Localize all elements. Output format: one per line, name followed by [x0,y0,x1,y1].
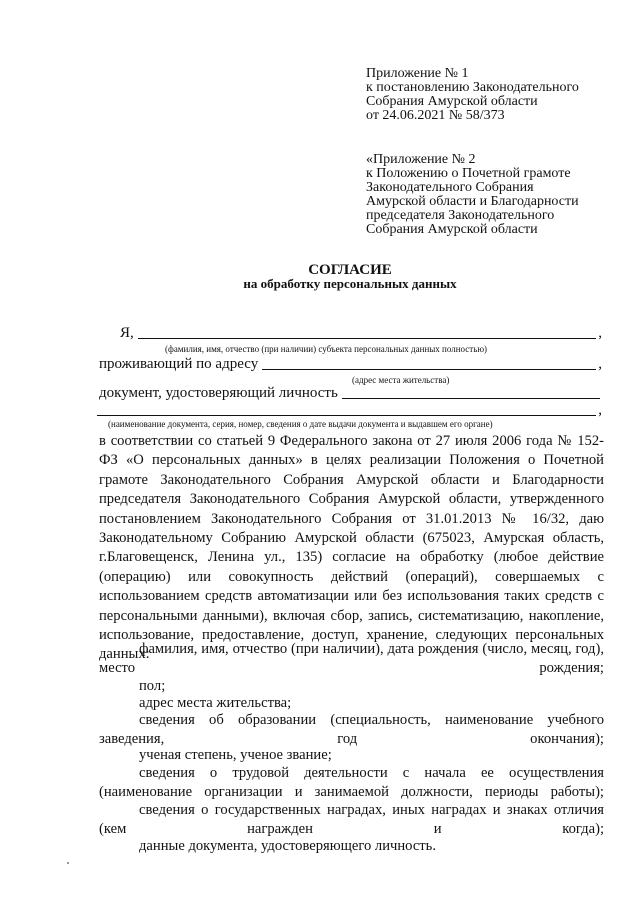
document-label: документ, удостоверяющий личность [99,385,338,401]
comma: , [598,325,602,341]
appendix-1-header [366,67,579,123]
appendix-2-line: к Положению о Почетной грамоте [366,166,571,181]
appendix-1-line: Собрания Амурской области [366,94,538,109]
appendix-2-header [366,153,579,237]
scan-speck [67,862,69,864]
appendix-2-line: Амурской области и Благодарности [366,194,579,209]
data-list-item: адрес места жительства; [139,695,292,711]
address-label: проживающий по адресу [99,356,259,372]
data-list-item: пол; [139,678,166,694]
appendix-1-line: от 24.06.2021 № 58/373 [366,108,505,123]
data-list-item: сведения о трудовой деятельности с начала ее осуществления (наименование организации и занимаемой должности, периоды работы); [99,765,604,800]
document-field-continued[interactable] [97,401,596,416]
comma: , [598,402,602,418]
document-subtitle: на обработку персональных данных [243,276,457,291]
appendix-1-line: Приложение № 1 [366,66,469,81]
data-list-item: фамилия, имя, отчество (при наличии), дата рождения (число, месяц, год), место рождения; [99,641,604,676]
data-list-item: сведения о государственных наградах, иных наградах и знаках отличия (кем награжден и когда); [99,802,604,837]
name-row [120,324,602,342]
address-caption: (адрес места жительства) [352,375,450,385]
i-label: Я, [120,325,134,341]
address-row [99,355,602,373]
name-caption: (фамилия, имя, отчество (при наличии) субъекта персональных данных полностью) [165,344,488,354]
data-list-item: сведения об образовании (специальность, наименование учебного заведения, год окончания); [99,712,604,747]
consent-main-text: в соответствии со статьей 9 Федерального закона от 27 июля 2006 года № 152-ФЗ «О персональных данных» в целях реализации Положения о Почетной грамоте Законодательного Собрания Амурской области и Благодарности председателя Законодательного Собрания Амурской области, утвержденного постановлением Законодательного Собрания от 31.01.2013 № 16/32, даю Законодательному Собранию Амурской области (675023, Амурская область, г.Благовещенск, Ленина ул., 135) согласие на обработку (любое действие (операцию) или совокупность действий (операций), совершаемых с использованием средств автоматизации или без использования таких средств с персональными данными), включая сбор, запись, систематизацию, накопление, использование, предоставление, доступ, хранение, следующих персональных данных: [99,433,604,663]
data-list-item: ученая степень, ученое звание; [139,747,332,763]
data-list-item: данные документа, удостоверяющего личность. [139,838,436,854]
appendix-2-line: «Приложение № 2 [366,152,476,167]
comma: , [598,356,602,372]
document-caption: (наименование документа, серия, номер, сведения о дате выдачи документа и выдавшем его органе) [108,419,493,429]
document-row [99,384,602,402]
appendix-2-line: Законодательного Собрания [366,180,534,195]
document-row-2 [97,401,602,419]
full-name-field[interactable] [138,324,596,339]
appendix-2-line: Собрания Амурской области [366,222,538,237]
document-title: СОГЛАСИЕ [308,262,392,278]
address-field[interactable] [262,355,596,370]
appendix-1-line: к постановлению Законодательного [366,80,579,95]
document-field[interactable] [342,384,600,399]
appendix-2-line: председателя Законодательного [366,208,555,223]
